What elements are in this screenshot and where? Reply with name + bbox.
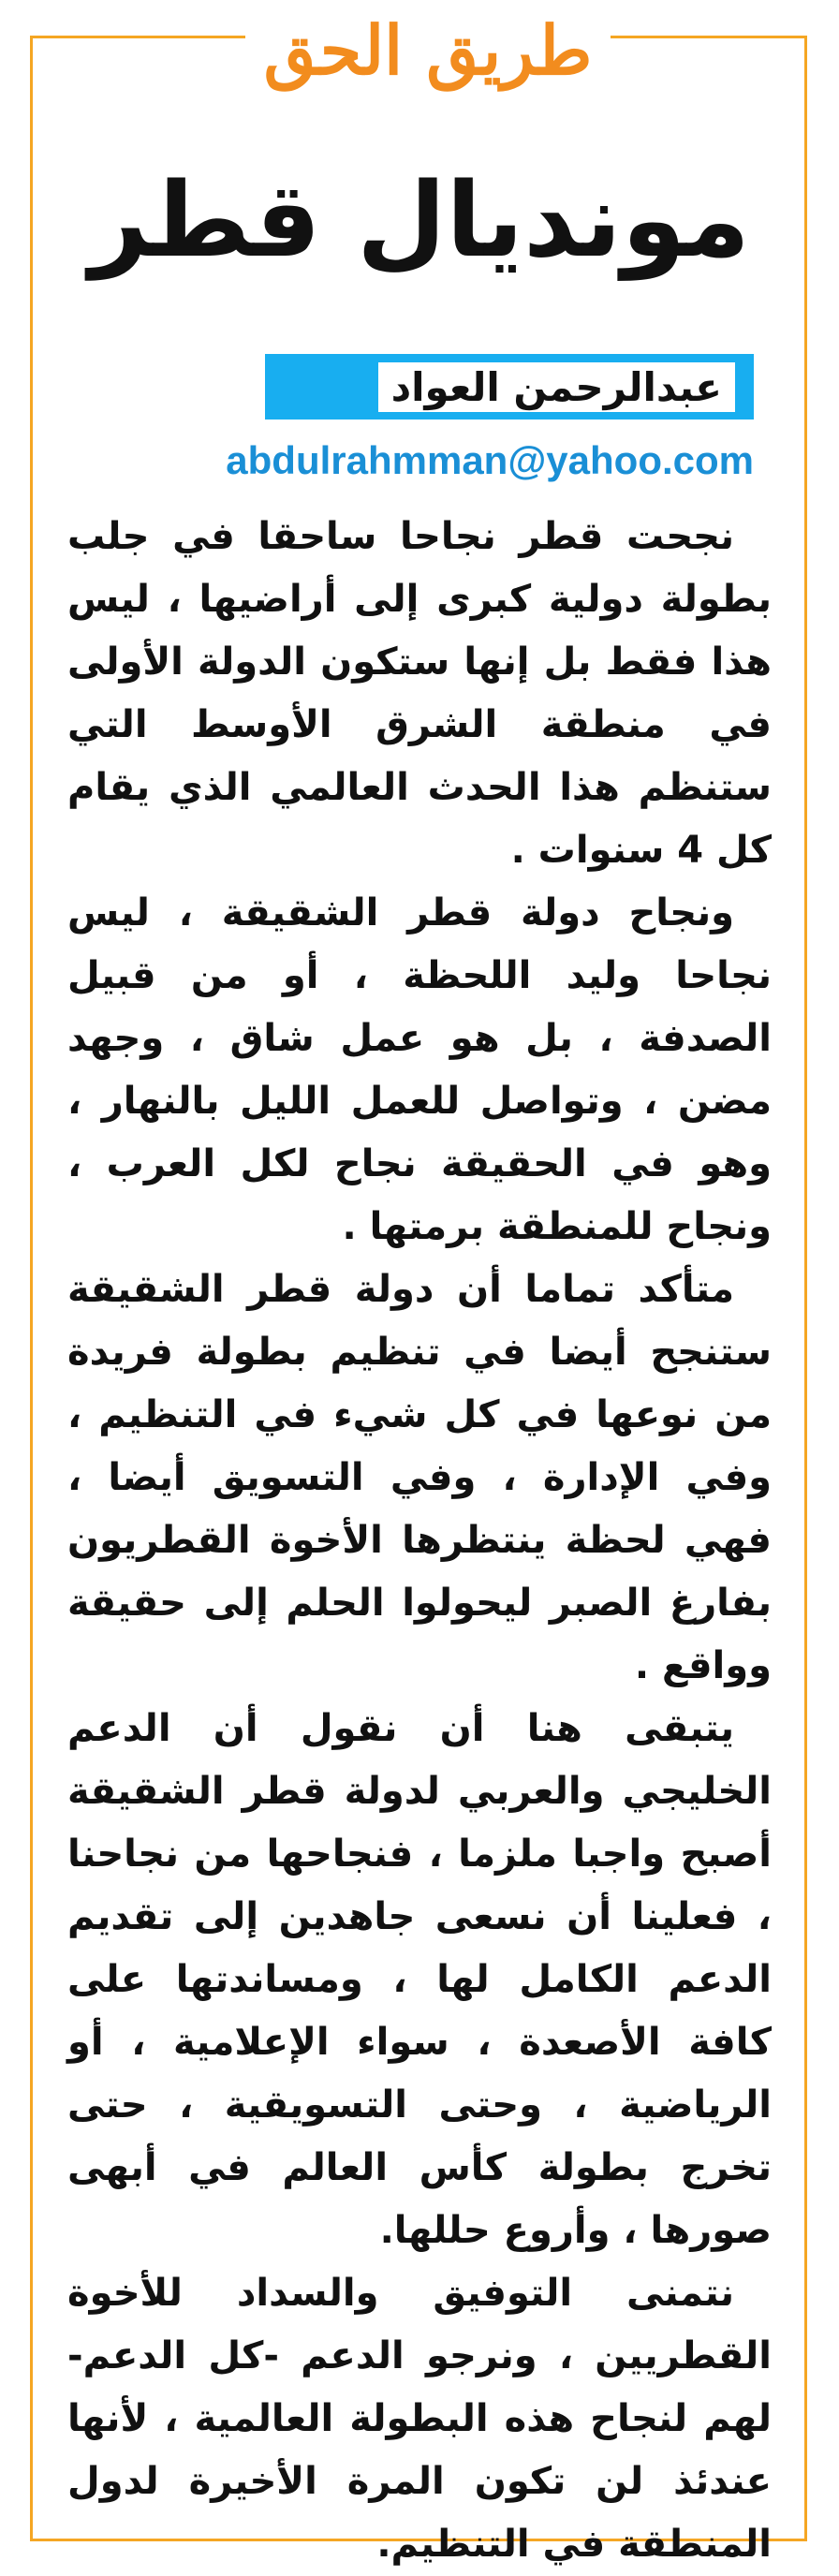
- paragraph-5: نتمنى التوفيق والسداد للأخوة القطريين ، ونرجو الدعم -كل الدعم- لهم لنجاح هذه البطولة العالمية ، لأنها عندئذ لن تكون المرة الأخيرة لدول المنطقة في التنظيم.: [67, 2272, 772, 2566]
- article-body: [67, 506, 772, 2566]
- column-title: طريق الحق: [263, 10, 593, 90]
- paragraph-1: نجحت قطر نجاحا ساحقا في جلب بطولة دولية كبرى إلى أراضيها ، ليس هذا فقط بل إنها ستكون الدولة الأولى في منطقة الشرق الأوسط التي ستنظم هذا الحدث العالمي الذي يقام كل 4 سنوات .: [67, 515, 772, 872]
- author-email-row: [155, 433, 754, 489]
- author-name: عبدالرحمن العواد: [378, 362, 735, 412]
- paragraph-4: يتبقى هنا أن نقول أن الدعم الخليجي والعربي لدولة قطر الشقيقة أصبح واجبا ملزما ، فنجاحها من نجاحنا ، فعلينا أن نسعى جاهدين إلى تقديم الدعم الكامل لها ، ومساندتها على كافة الأصعدة ، سواء الإعلامية ، أو الرياضية ، وحتى التسويقية ، حتى تخرج بطولة كأس العالم في أبهى صورها ، وأروع حللها.: [67, 1707, 772, 2252]
- paragraph-2: ونجاح دولة قطر الشقيقة ، ليس نجاحا وليد اللحظة ، أو من قبيل الصدفة ، بل هو عمل شاق ، وجهد مضن ، وتواصل للعمل الليل بالنهار ، وهو في الحقيقة نجاح لكل العرب ، ونجاح للمنطقة برمتها .: [67, 891, 772, 1248]
- author-bar: [265, 354, 754, 420]
- author-email: abdulrahmman@yahoo.com: [226, 438, 754, 482]
- article-headline: مونديال قطر: [89, 160, 750, 280]
- headline: [0, 159, 839, 281]
- paragraph-3: متأكد تماما أن دولة قطر الشقيقة ستنجح أيضا في تنظيم بطولة فريدة من نوعها في كل شيء في التنظيم ، وفي الإدارة ، وفي التسويق أيضا ، فهي لحظة ينتظرها الأخوة القطريون بفارغ الصبر ليحولوا الحلم إلى حقيقة وواقع .: [67, 1268, 772, 1687]
- column-badge: [245, 7, 611, 94]
